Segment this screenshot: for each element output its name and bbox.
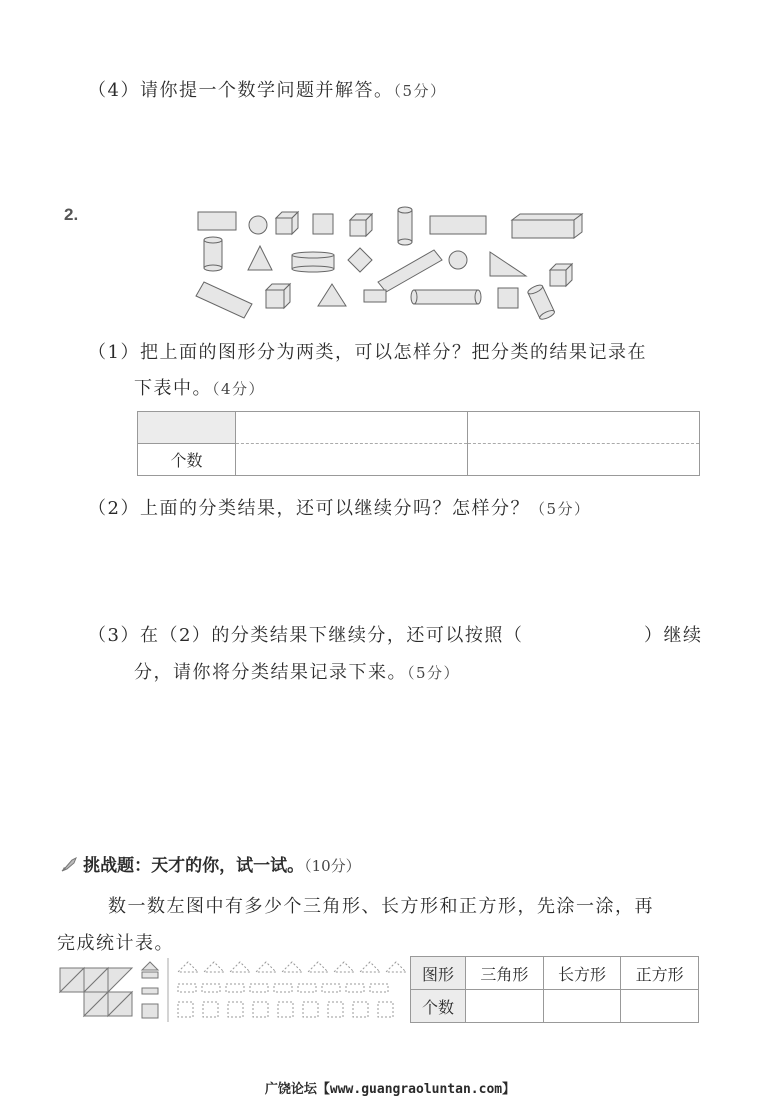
cuboid-shape [512,214,582,238]
cuboid-shape [196,282,252,318]
circle-shape [249,216,267,234]
sub-question-3-line1b: ）继续 [644,625,703,646]
sub-question-1-text: 下表中。 [134,378,212,399]
stat-header-shape: 图形 [411,957,466,990]
cylinder-shape [411,290,481,304]
question-4 [88,76,447,102]
answer-cell[interactable] [236,444,468,476]
challenge-points: （10分） [304,857,361,875]
stat-header-square: 正方形 [621,957,699,990]
rectangle-shape [142,988,158,994]
circle-shape [449,251,467,269]
cylinder-shape [398,207,412,245]
answer-cell[interactable] [468,444,700,476]
cylinder-shape [527,283,556,321]
cylinder-shape [292,252,334,272]
statistics-table [410,956,699,1023]
stat-header-triangle: 三角形 [466,957,544,990]
square-outline-row [178,1002,393,1017]
sub-question-1-points: （4分） [212,380,266,398]
triangle-shape [248,246,272,270]
challenge-figure [58,958,408,1024]
sub-question-2-points: （5分） [529,500,591,518]
challenge-desc-line2: 完成统计表。 [57,933,174,954]
rectangle-shape [142,972,158,978]
cube-shape [350,214,372,236]
count-label: 个数 [138,444,236,476]
challenge-desc-line1: 数一数左图中有多少个三角形、长方形和正方形，先涂一涂，再 [108,896,654,917]
sub-question-1-line1: （1）把上面的图形分为两类，可以怎样分？把分类的结果记录在 [88,342,647,363]
rocket-icon [60,857,78,873]
triangle-shape [108,968,132,992]
question-2-number: 2. [64,205,79,224]
cube-shape [550,264,572,286]
stat-header-rectangle: 长方形 [543,957,621,990]
square-shape [142,1004,158,1018]
stat-count-rectangle[interactable] [543,990,621,1023]
triangle-shape [142,962,158,970]
sub-question-3-line1a: （3）在（2）的分类结果下继续分，还可以按照（ [88,625,524,646]
triangle-shape [318,284,346,306]
rectangle-shape [378,250,442,292]
rectangle-shape [364,290,386,302]
triangle-shape [490,252,526,276]
stat-count-triangle[interactable] [466,990,544,1023]
sub-question-3-text: 分，请你将分类结果记录下来。 [134,662,407,683]
sub-question-1-line2 [134,374,265,400]
sub-question-2-text: （2）上面的分类结果，还可以继续分吗？怎样分？ [88,498,530,519]
shapes-figure [190,200,590,325]
cube-shape [266,284,290,308]
rectangle-outline-row [178,984,388,992]
square-shape [313,214,333,234]
triangle-outline-row [178,962,406,972]
cube-shape [276,212,298,234]
footer-text: 广饶论坛【www.guangraoluntan.com】 [264,1082,516,1097]
sub-question-3-points: （5分） [407,664,461,682]
sub-question-3-line2 [134,658,460,684]
cylinder-shape [204,237,222,271]
diamond-shape [348,248,372,272]
answer-cell[interactable] [236,412,468,444]
question-4-text: （4）请你提一个数学问题并解答。 [88,80,394,101]
stat-count-label: 个数 [411,990,466,1023]
challenge-heading [60,851,361,876]
square-shape [498,288,518,308]
table-header-cell [138,412,236,444]
question-4-points: （5分） [393,82,447,100]
rectangle-shape [430,216,486,234]
classification-table [137,411,700,476]
answer-cell[interactable] [468,412,700,444]
rectangle-shape [198,212,236,230]
sub-question-2 [88,494,591,520]
challenge-title: 挑战题：天才的你，试一试。 [83,856,305,876]
stat-count-square[interactable] [621,990,699,1023]
